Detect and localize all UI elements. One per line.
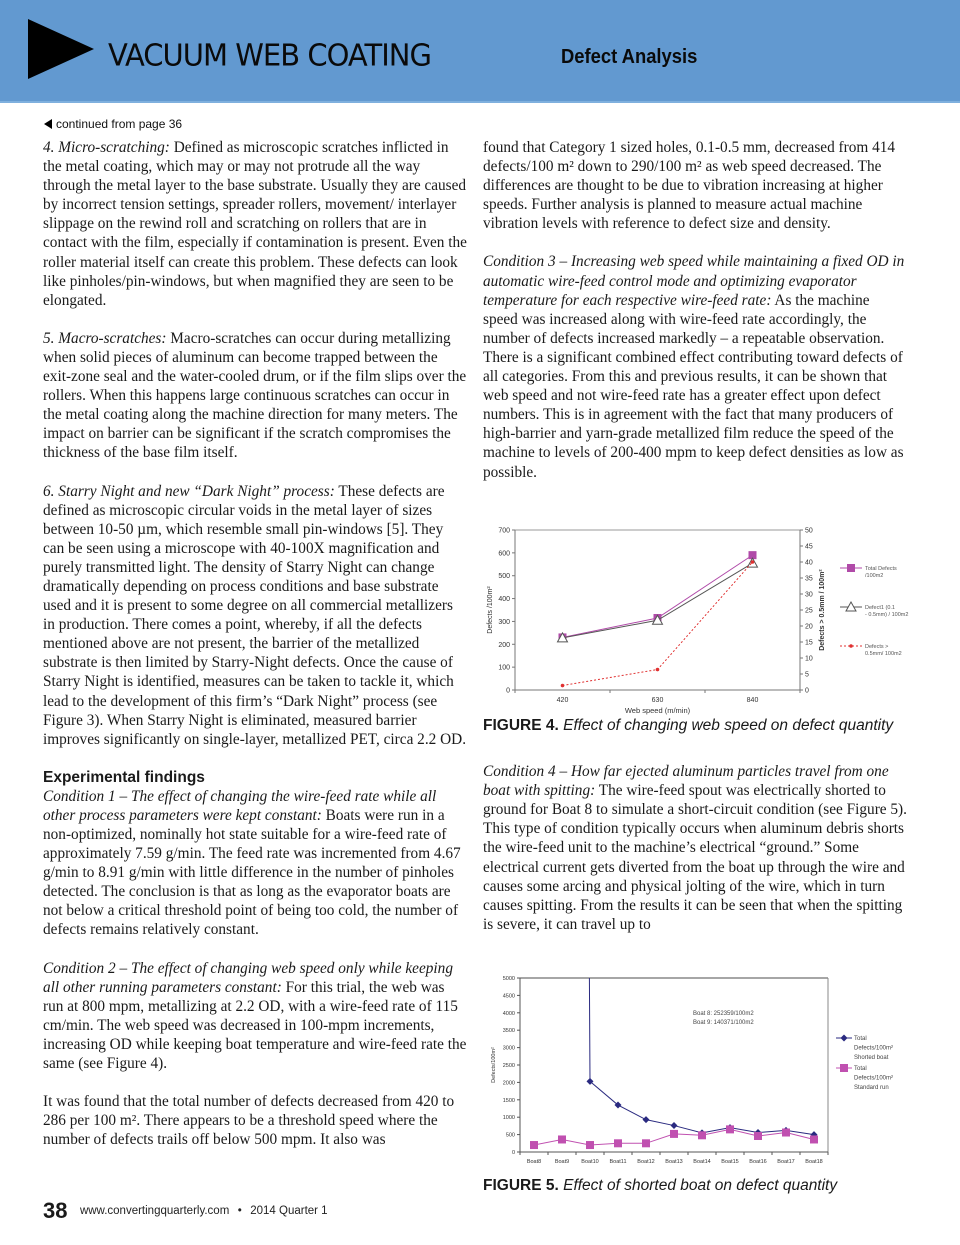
y-tick-label: 600 xyxy=(498,550,510,558)
section-title: VACUUM WEB COATING xyxy=(108,37,431,73)
x-tick-label: 630 xyxy=(651,697,664,704)
legend-label: Total Defects xyxy=(865,566,897,572)
y-tick-label: 500 xyxy=(498,573,510,581)
paragraph-macro-scratches xyxy=(43,329,468,463)
data-point xyxy=(670,1130,678,1138)
y-tick-label: 2500 xyxy=(502,1063,515,1069)
y-tick-label: 4000 xyxy=(502,1010,515,1017)
x-tick-label: 840 xyxy=(746,697,759,704)
data-point xyxy=(754,1132,762,1140)
data-point xyxy=(530,1141,538,1149)
data-point xyxy=(810,1135,818,1143)
data-point xyxy=(656,668,660,672)
paragraph-text: Defined as microscopic scratches inflicted in the metal coating, which may or may not protrude all the way through the metal layer to the base substrate. Usually they are caused by incorrect tension settings, spreader rollers, movement/ interlayer slippage on the rewind roll and scratching on rollers that are in contact with the film, especially if contamination is present. Even the roller material itself can create this problem. These defects can look like pinholes/pin-windows, but when magnified they are seen to be elongated. xyxy=(43,139,467,309)
paragraph-text: As the machine speed was increased along with wire-feed rate accordingly, the number of defects increased markedly – a repeatable observation. There is a significant combined effect contributing toward defects of all categories. From this and previous results, it can be shown that web speed and not wire-feed rate has a greater effect upon defect numbers. This is in agreement with the fact that many producers of high-barrier and yarn-grade metallized film reduce the speed of the machine to levels of 200-400 mpm to keep defect densities as low as possible. xyxy=(483,291,904,481)
data-point xyxy=(698,1131,706,1139)
paragraph-lead: Condition 1 – The effect of changing the wire-feed rate while all other process parameters were kept constant: xyxy=(43,787,437,824)
y2-axis-title: Defects > 0.5mm / 100m² xyxy=(819,569,826,651)
data-point xyxy=(671,1122,678,1129)
y2-tick-label: 45 xyxy=(805,543,813,551)
data-point xyxy=(642,1139,650,1147)
y-tick-label: 1500 xyxy=(502,1097,515,1104)
y2-tick-label: 50 xyxy=(805,527,813,535)
paragraph-condition-3 xyxy=(483,252,908,481)
paragraph-condition-2 xyxy=(43,959,468,1074)
y2-tick-label: 40 xyxy=(805,559,813,567)
footer-separator: • xyxy=(237,1205,242,1217)
x-tick-label: Boat15 xyxy=(721,1159,739,1165)
y-tick-label: 500 xyxy=(505,1132,515,1139)
x-tick-label: Boat16 xyxy=(749,1159,767,1165)
legend-label: Defects/100m² xyxy=(854,1045,894,1052)
series-line xyxy=(534,968,814,1135)
paragraph-lead: 4. Micro-scratching: xyxy=(43,139,170,156)
legend-marker xyxy=(840,1064,848,1072)
back-arrow-icon xyxy=(44,119,52,129)
paragraph-category-1: found that Category 1 sized holes, 0.1-0.5 mm, decreased from 414 defects/100 m² down to 290/100 m² as web speed decreased. The differences are thought to be due to vibration increasing at higher speeds. Further analysis is planned to measure actual machine vibration levels with reference to defect size and density. xyxy=(483,139,896,233)
paragraph-lead: Condition 2 – The effect of changing web speed only while keeping all other running parameters constant: xyxy=(43,959,453,996)
y-tick-label: 1000 xyxy=(502,1115,515,1122)
chart-annotation: Boat 8: 252359/100m2 xyxy=(693,1011,754,1017)
chart-annotation: Boat 9: 140371/100m2 xyxy=(693,1020,754,1026)
y-tick-label: 3000 xyxy=(502,1045,515,1052)
x-tick-label: 420 xyxy=(556,697,569,704)
paragraph-condition-4 xyxy=(483,762,908,934)
y-tick-label: 2000 xyxy=(502,1080,515,1087)
paragraph-lead: 5. Macro-scratches: xyxy=(43,329,167,347)
figure-caption-text: Effect of shorted boat on defect quantity xyxy=(558,1177,838,1194)
y-tick-label: 0 xyxy=(506,687,510,695)
y-tick-label: 300 xyxy=(498,618,510,626)
y-tick-label: 0 xyxy=(511,1150,515,1156)
y2-tick-label: 0 xyxy=(805,687,809,695)
paragraph-text: The wire-feed spout was electrically shorted to ground for Boat 8 to simulate a short-circuit condition (see Figure 5). This type of condition typically occurs when aluminum debris shorts the wire-feed unit to the machine’s electrical “ground.” Some electrical current gets diverted from the boat up through the wire and causes some arcing and physical jolting of the wire, which in turn causes spitting. From the results it can be seen that when the spitting is severe, it can travel up to xyxy=(483,782,907,933)
x-tick-label: Boat12 xyxy=(637,1159,655,1165)
website-link[interactable]: www.convertingquarterly.com xyxy=(79,1205,230,1217)
paragraph-lead: 6. Starry Night and new “Dark Night” process: xyxy=(43,482,335,500)
y2-tick-label: 20 xyxy=(805,623,813,631)
legend-label: Standard run xyxy=(854,1085,889,1091)
y-tick-label: 400 xyxy=(498,596,510,604)
x-tick-label: Boat17 xyxy=(777,1159,795,1165)
paragraph-text: These defects are defined as microscopic circular voids in the metal layer of sizes between 10-50 µm, which resemble small pin-windows [5]. They can be seen using a microscope with 40-100X magnification and purely transmitted light. The density of Starry Night can change dramatically depending on process conditions and base substrate used and it is present to some degree on all commercial metallizers in production. There comes a point, whereby, if all the defects mentioned above are not present, the barrier of the metallized substrate is then limited by Starry-Night defects. Once the cause of Starry Night is identified, measures can be taken to tackle it, which lead to the development of this firm’s “Dark Night” process (see Figure 3). When Starry Night is eliminated, measured barrier improves significantly on single-layer, metallized PET, circa 2.2 OD. xyxy=(43,482,467,748)
paragraph-condition-1 xyxy=(43,787,468,940)
paragraph-text: Boats were run in a non-optimized, nominally hot state suitable for a wire-feed rate of approximately 7.59 g/min. The feed rate was incremented from 4.67 g/min to 8.91 g/min with little difference in the number of pinholes detected. The conclusion is that as long as the evaporator boats are not below a critical threshold point of being too cold, the number of defects remains relatively constant. xyxy=(43,806,461,939)
x-tick-label: Boat8 xyxy=(526,1159,542,1165)
x-tick-label: Boat13 xyxy=(665,1159,683,1165)
legend-label: Total xyxy=(854,1066,867,1072)
y2-tick-label: 5 xyxy=(805,671,809,679)
y2-tick-label: 35 xyxy=(805,575,813,583)
x-axis-title: Web speed (m/min) xyxy=(624,706,691,715)
paragraph-lead: Condition 4 – How far ejected aluminum particles travel from one boat with spitting: xyxy=(483,763,889,800)
y-tick-label: 4500 xyxy=(502,993,515,1000)
y-tick-label: 200 xyxy=(498,641,510,649)
x-tick-label: Boat9 xyxy=(554,1159,570,1165)
data-point xyxy=(561,684,565,688)
legend-label: /100m2 xyxy=(865,573,884,579)
series-line xyxy=(563,555,753,637)
legend-label: - 0.5mm) / 100m2 xyxy=(865,612,909,618)
y-axis-title: Defects /100m² xyxy=(487,586,494,634)
legend-marker xyxy=(849,644,853,648)
continued-note[interactable] xyxy=(44,117,182,131)
data-point xyxy=(586,1141,594,1149)
data-point xyxy=(558,1135,566,1143)
legend-label: Defects > xyxy=(865,644,889,650)
x-tick-label: Boat11 xyxy=(609,1159,627,1165)
section-heading: Experimental findings xyxy=(43,768,205,786)
issue-label: 2014 Quarter 1 xyxy=(250,1205,328,1217)
legend-label: Defect1 (0.1 xyxy=(865,605,895,611)
data-point xyxy=(643,1116,650,1123)
continued-label: continued from page 36 xyxy=(56,117,183,131)
figure-5-chart xyxy=(480,968,920,1173)
legend-marker xyxy=(841,1035,848,1042)
data-point xyxy=(782,1129,790,1137)
figure-5-caption xyxy=(483,1176,837,1196)
paragraph-starry-night xyxy=(43,482,468,749)
legend-label: Total xyxy=(854,1036,867,1042)
legend-label: Shorted boat xyxy=(854,1055,889,1061)
section-subtitle: Defect Analysis xyxy=(561,46,698,68)
y-tick-label: 3500 xyxy=(502,1028,515,1035)
paragraph-lead: Condition 3 – Increasing web speed while maintaining a fixed OD in automatic wire-feed control mode and optimizing evaporator temperature for each respective wire-feed rate: xyxy=(483,253,905,309)
figure-4-chart xyxy=(480,520,920,720)
play-triangle-icon xyxy=(28,19,94,79)
x-tick-label: Boat14 xyxy=(693,1159,711,1165)
data-point xyxy=(751,560,755,564)
y2-tick-label: 15 xyxy=(805,639,813,647)
figure-label: FIGURE 4. xyxy=(483,716,559,734)
header-banner xyxy=(0,0,960,103)
legend-marker xyxy=(847,564,855,572)
x-tick-label: Boat18 xyxy=(805,1159,823,1165)
y2-tick-label: 30 xyxy=(805,591,813,599)
y2-tick-label: 10 xyxy=(805,655,813,663)
left-column xyxy=(43,138,468,1149)
y-tick-label: 700 xyxy=(498,527,510,535)
x-tick-label: Boat10 xyxy=(581,1159,599,1165)
y-tick-label: 100 xyxy=(498,664,510,672)
paragraph-text: Macro-scratches can occur during metallizing when solid pieces of aluminum can become trapped between the exit-zone seal and the water-cooled drum, or if the film slips over the rollers. When this happens large continuous scratches can occur in the metal coating along the machine direction for many meters. The impact on barrier can be significant if the scratch compromises the thickness of the base film itself. xyxy=(43,329,467,462)
paragraph-text: For this trial, the web was run at 800 mpm, metallizing at 2.2 OD, with a wire-feed rate of 115 cm/min. The web speed was decreased in 100-mpm increments, increasing OD while keeping boat temperature and wire-feed rate the same (see Figure 4). xyxy=(43,978,467,1073)
paragraph-micro-scratching xyxy=(43,138,468,310)
figure-label: FIGURE 5. xyxy=(483,1177,559,1194)
data-point xyxy=(726,1125,734,1133)
legend-label: 0.5mm/ 100m2 xyxy=(865,651,902,657)
paragraph-findings: It was found that the total number of defects decreased from 420 to 286 per 100 m². There appears to be a threshold speed where the number of defects trails off below 500 mpm. It also was xyxy=(43,1093,455,1149)
page-number: 38 xyxy=(43,1198,68,1223)
figure-caption-text: Effect of changing web speed on defect quantity xyxy=(558,716,894,734)
y-tick-label: 5000 xyxy=(502,976,515,982)
data-point xyxy=(614,1139,622,1147)
y-axis-title: Defects/100m² xyxy=(491,1047,497,1083)
y2-tick-label: 25 xyxy=(805,607,813,615)
legend-label: Defects/100m² xyxy=(854,1075,894,1082)
page-footer xyxy=(43,1198,328,1224)
